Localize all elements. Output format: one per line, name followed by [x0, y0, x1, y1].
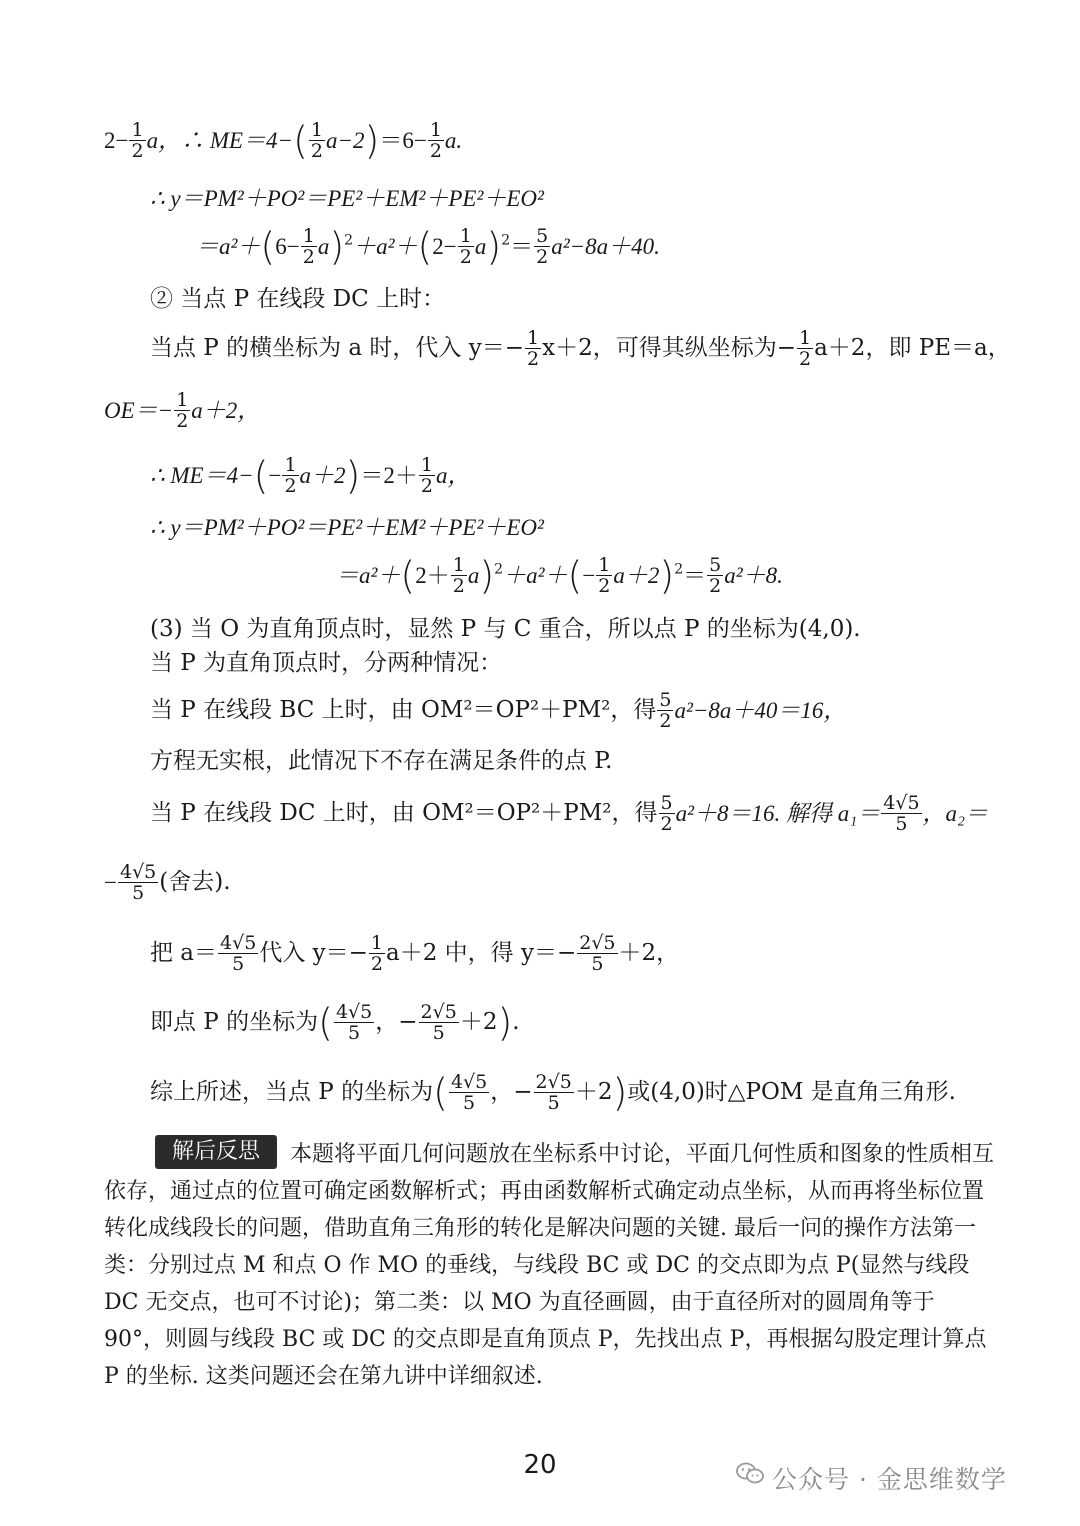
fraction: $\frac{5}{2}$	[536, 225, 549, 268]
fraction: $\frac{1}{2}$	[598, 554, 611, 597]
fraction: $\frac{5}{2}$	[660, 792, 673, 835]
solution-line: 当 P 在线段 DC 上时，由 OM²＝OP²＋PM²，得 $\frac{5}{2}$ a²＋8＝16. 解得 a₁＝ $\frac{4√5}{5}$ ，a₂＝	[150, 792, 989, 835]
fraction: $\frac{1}{2}$	[302, 225, 315, 268]
solution-line: ∴ y＝PM²＋PO²＝PE²＋EM²＋PE²＋EO²	[150, 515, 544, 540]
fraction: $\frac{1}{2}$	[176, 389, 189, 432]
watermark: 公众号 · 金思维数学	[772, 1465, 1007, 1494]
fraction: $\frac{4√5}{5}$	[119, 861, 157, 904]
fraction: $\frac{1}{2}$	[452, 554, 465, 597]
fraction: $\frac{4√5}{5}$	[335, 1001, 373, 1044]
wechat-icon	[736, 1462, 764, 1484]
fraction: $\frac{1}{2}$	[370, 932, 383, 975]
reflection-text: 本题将平面几何问题放在坐标系中讨论，平面几何性质和图象的性质相互依存，通过点的位置可确定函数解析式；再由函数解析式确定动点坐标，从而再将坐标位置转化成线段长的问题，借助直角三角形的转化是解决问题的关键. 最后一问的操作方法第一类：分别过点 M 和点 O 作 MO 的垂线，与线段 BC 或 DC 的交点即为点 P(显然与线段 DC 无交点，也可不讨论)；第二类：以 MO 为直径画圆，由于直径所对的圆周角等于 90°，则圆与线段 BC 或 DC 的交点即是直角顶点 P，先找出点 P，再根据勾股定理计算点 P 的坐标. 这类问题还会在第九讲中详细叙述.	[104, 1142, 995, 1389]
solution-line: 2− $\frac{1}{2}$ a，∴ ME＝4−( $\frac{1}{2}$ a−2)＝6− $\frac{1}{2}$ a.	[104, 118, 463, 163]
fraction: $\frac{1}{2}$	[799, 327, 812, 370]
solution-line: ∴ ME＝4−(− $\frac{1}{2}$ a＋2)＝2＋ $\frac{1}{2}$ a，	[150, 453, 471, 498]
fraction: $\frac{1}{2}$	[459, 225, 472, 268]
fraction: $\frac{4√5}{5}$	[450, 1071, 488, 1114]
fraction: $\frac{1}{2}$	[131, 119, 144, 162]
solution-line: 当 P 在线段 BC 上时，由 OM²＝OP²＋PM²，得 $\frac{5}{2}$ a²−8a＋40＝16，	[150, 689, 847, 732]
conclusion-line: 综上所述，当点 P 的坐标为( $\frac{4√5}{5}$ ，− $\frac{2√5}{5}$ ＋2)或(4,0)时△POM 是直角三角形.	[150, 1070, 956, 1115]
fraction: $\frac{1}{2}$	[429, 119, 442, 162]
fraction: $\frac{5}{2}$	[709, 554, 722, 597]
reflection-tag: 解后反思	[155, 1135, 277, 1169]
solution-line: 即点 P 的坐标为( $\frac{4√5}{5}$ ，− $\frac{2√5}{5}$ ＋2).	[150, 1000, 520, 1045]
solution-line: (3) 当 O 为直角顶点时，显然 P 与 C 重合，所以点 P 的坐标为(4,0).	[150, 616, 861, 642]
solution-line: OE＝− $\frac{1}{2}$ a＋2，	[104, 389, 261, 432]
solution-line: 方程无实根，此情况下不存在满足条件的点 P.	[150, 748, 613, 774]
page-number: 20	[523, 1450, 557, 1480]
solution-line: ＝a²＋(2＋ $\frac{1}{2}$ a)$^2$＋a²＋(− $\frac{1}{2}$ a＋2)$^2$＝ $\frac{5}{2}$ a²＋8.	[336, 553, 783, 598]
solution-line: ＝a²＋(6− $\frac{1}{2}$ a)$^2$＋a²＋(2− $\frac{1}{2}$ a)$^2$＝ $\frac{5}{2}$ a²−8a＋40.	[196, 224, 660, 269]
fraction: $\frac{5}{2}$	[659, 689, 672, 732]
solution-line: − $\frac{4√5}{5}$ (舍去).	[104, 861, 231, 904]
fraction: $\frac{4√5}{5}$	[883, 792, 920, 835]
fraction: $\frac{4√5}{5}$	[220, 932, 257, 975]
solution-line: 当点 P 的横坐标为 a 时，代入 y＝− $\frac{1}{2}$ x＋2，可得其纵坐标为− $\frac{1}{2}$ a＋2，即 PE＝a，	[150, 327, 1011, 370]
solution-line: ∴ y＝PM²＋PO²＝PE²＋EM²＋PE²＋EO²	[150, 186, 544, 211]
reflection-paragraph	[104, 1136, 1000, 1395]
case-heading: ② 当点 P 在线段 DC 上时：	[150, 286, 446, 312]
fraction: $\frac{1}{2}$	[310, 119, 323, 162]
fraction: $\frac{1}{2}$	[420, 454, 433, 497]
solution-line: 把 a＝ $\frac{4√5}{5}$ 代入 y＝− $\frac{1}{2}$ a＋2 中，得 y＝− $\frac{2√5}{5}$ ＋2，	[150, 932, 680, 975]
fraction: $\frac{1}{2}$	[527, 327, 540, 370]
fraction: $\frac{2√5}{5}$	[579, 932, 616, 975]
solution-line: 当 P 为直角顶点时，分两种情况：	[150, 650, 503, 676]
fraction: $\frac{2√5}{5}$	[420, 1001, 457, 1044]
fraction: $\frac{2√5}{5}$	[535, 1071, 572, 1114]
fraction: $\frac{1}{2}$	[284, 454, 297, 497]
